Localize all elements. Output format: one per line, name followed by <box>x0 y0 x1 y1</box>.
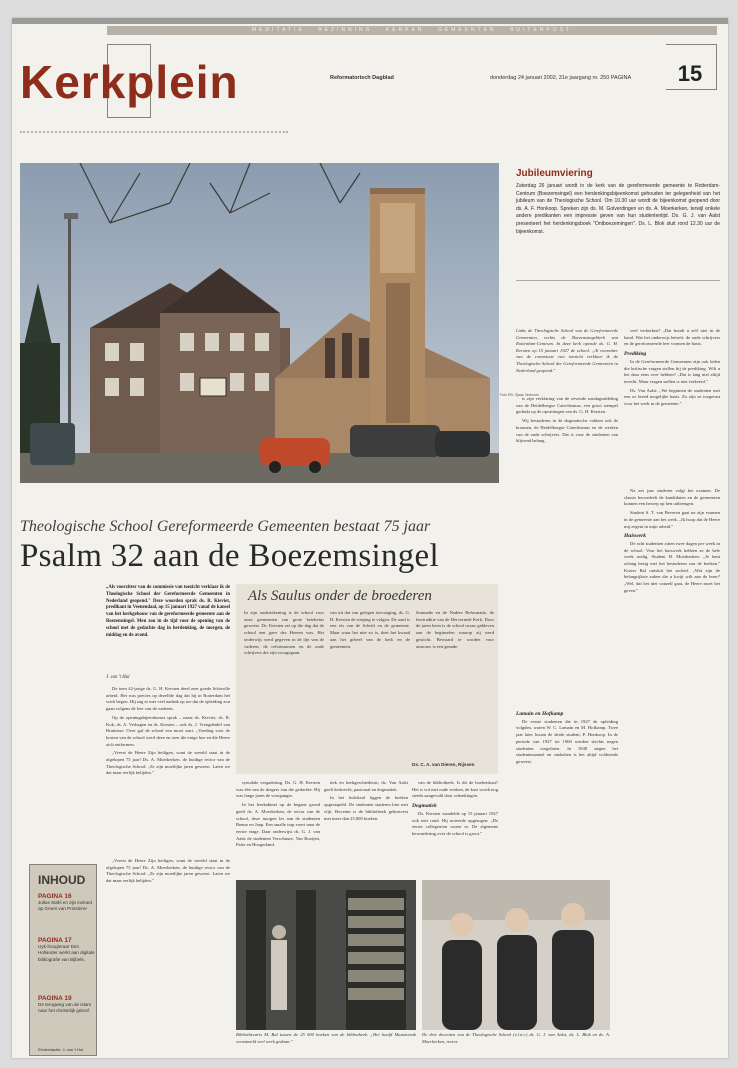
contents-text: Uyk-hoogleraar Den Hollander werkt aan digitale bibliografie van Bijbels. <box>38 944 95 962</box>
contents-item <box>38 937 96 963</box>
docents-photo <box>422 880 610 1030</box>
library-caption: Bibliothecaris M. Bal tussen de 25 000 boeken van de bibliotheek. „Het hoofd Maastreeak verzaimeld veel werk gedaan." <box>236 1032 416 1044</box>
photo-caption: Links de Theologische School van de Gereformeerde Gemeenten, rechts de Boezemsingelkerk van Rotterdam-Centrum. In deze kerk opende ds. G. H. Kersten op 15 januari 1927 de school. „Al voorzitter van de commissie van toezicht verklaar ik de Theologische School der Gereformeerde Gemeenten in Nederland geopend." <box>516 328 618 373</box>
article-kicker: Theologische School Gereformeerde Gemeenten bestaat 75 jaar <box>20 518 431 535</box>
paragraph: In het leslokaal liggen de boeken opgestapeld. De studenten studeren hier met vlijt. Bovenin is de bibliotheek gehuisvest met meer dan 25.000 boeken. <box>324 795 408 821</box>
paragraph: van de bibliotheek. Is dit de boekenkast? Het is vol met oude werken, de kast wordt nog steeds aangevuld door schenkingen. <box>412 780 498 799</box>
paragraph: De toen 42-jarige ds. G. H. Kersten deed zeer goede lichtvolle arbeid. Het was precies op dezelfde dag dat hij in Rotterdam het werk begon. Hij zag er met veel nadruk op toe dat de opleiding zou gaan volgens de leer van de vaderen. <box>106 686 230 712</box>
contents-title: INHOUD <box>38 873 86 887</box>
quote-col-3: Sonnadte en de Nadere Reformatie, de leertraditie van de Hervormde Kerk. Door de jaren heen is de school trouw gebleven aan de beginselen waarop zij werd gesticht. Bewaard te worden voor ontrouw is een genade. <box>416 610 494 649</box>
sidebar-divider <box>516 280 720 281</box>
paragraph: Ds. Kersten wandelde op 15 januari 1927 ook niet rond. Hij noteerde opgetogen: „De eerste collegeuren waren er. De algemene bewondering over de school is groot." <box>412 810 498 836</box>
dotted-divider <box>20 131 288 133</box>
paragraph: „Vreest de Heere Zijn heiligen, want de wereld staat in de afgelopen 75 jaar! Ds. A. Moerkerken, de huidige rector van de Theologische School: „Er zijn moeilijke jaren geweest. Laten we dat maar eerlijk belijden." <box>106 750 230 776</box>
article-col-6 <box>624 328 720 478</box>
paragraph: veel verkerken? „Dat houdt u zelf niet in de hand. Wat het onderwijs betreft: de oude schrijvers en de gereformeerde leer vormen de basis. <box>624 328 720 347</box>
article-col-1b <box>106 858 230 1048</box>
contents-text: Jullus Stahl en zijn invloed op Groen van Prinsterer <box>38 900 92 912</box>
paragraph: De eerste studenten die in 1927 de opleiding volgden, waren W. C. Lamain en M. Hofkamp. Twee jaar later kwam de derde student, P. Honkoop. In de periode van 1927 tot 1960 werden slechts negen studenten toegelaten. In 1948 stegen het studentenaantal en sindsdien is het altijd voldoende geweest. <box>516 718 618 764</box>
sidebar-title: Jubileumviering <box>516 168 593 179</box>
paragraph: In de Gereformeerde Gemeenten zijn ook leden die kritische vragen stellen bij de prediking. Wilt u het daar eens over hebben? „Dat is lang niet altijd terecht. Maar vragen stellen is niet verkeerd." <box>624 358 720 384</box>
paragraph: „Vreest de Heere Zijn heiligen, want de wereld staat in de afgelopen 75 jaar! Ds. A. Moerkerken, de huidige rector van de Theologische School: „Er zijn moeilijke jaren geweest. Laten we dat maar eerlijk belijden." <box>106 858 230 884</box>
sidebar-text: Zaterdag 26 januari wordt in de kerk van de gereformeerde gemeente te Rotterdam-Centrum (Boezemsingel) een herdenkingsbijeenkomst gehouden ter gelegenheid van het jubileum van de Theologische School. Om 10.30 uur wordt de bijeenkomst geopend door ds. A. F. Honkoop. Spreken zijn ds. M. Golverdingen en ds. A. Moerkerken, terwijl enkele andere predikanten een impressie geven van hun studententijd. Ds. G. J. van Aalst presenteert het herdenkingsboek "Ontboezemingen". Ds. L. Blok sluit rond 12.30 uur de bijeenkomst. <box>516 183 720 235</box>
section-title: Kerkplein <box>20 56 239 108</box>
docents-photo-illustration <box>422 880 610 1030</box>
article-byline: J. van 't Hul <box>106 675 130 680</box>
contents-item <box>38 995 96 1015</box>
paragraph: Na zes jaar studeren volgt het examen. De classis beoordeelt de kandidaten en de gemeenten kunnen een beroep op hen uitbrengen. <box>624 488 720 507</box>
paragraph: Ds. Van Aalst: „We beginnen de studenten met een zo breed mogelijke basis. Zo zijn ze toegerust voor het werk in de gemeente." <box>624 387 720 407</box>
library-photo <box>236 880 416 1030</box>
article-col-4 <box>412 780 498 875</box>
paragraph: In het leerkabinet op de begane grond geeft ds. A. Moerkerken, de rector van de school, deze morgen les aan de studenten Benno en Jaap. Een smalle trap voert naar de eerste etage. Daar onderwijst ds. G. J. van Aalst de studenten Verschuure, Van Rooijen, Pater en Hoogerland. <box>236 802 320 848</box>
jubileum-sidebar <box>516 168 720 236</box>
quote-title: Als Saulus onder de broederen <box>248 588 432 604</box>
article-col-3 <box>324 780 408 875</box>
article-col-1 <box>106 686 230 856</box>
subhead-lamain: Lamain en Hofkamp <box>516 711 564 717</box>
subhead-prediking: Prediking <box>624 351 647 358</box>
contents-box <box>29 864 97 1056</box>
contents-page: PAGINA 17 <box>38 937 72 944</box>
newspaper-name: Reformatorisch Dagblad <box>330 75 394 81</box>
subhead-dogmatiek: Dogmatiek <box>412 803 437 810</box>
paragraph: Student S. T. van Beveren gaat na zijn examen in de gemeente aan het werk. „Ik hoop dat de Heere mij zegent in mijn arbeid." <box>624 510 720 529</box>
paragraph: Wij bestuderen in de dogmatische vakken ook de bronnen, de Heidelbergse Catechismus en de werken van de oude schrijvers. Dat is voor de studenten van blijvend belang. <box>516 418 618 444</box>
quote-col-2: van uit dat van gelegen toevoeging, ds. G. H. Kersten de roeping te volgen. De aard is een eis van de Schrift en de gemeente. Maar waar het niet zo is, doet het kwaad aan het geheel van de kerk en de gemeenten. <box>330 610 410 649</box>
contents-item <box>38 893 96 913</box>
article-col-5b <box>516 708 618 858</box>
contents-page: PAGINA 16 <box>38 893 72 900</box>
page-number: 15 <box>677 61 703 86</box>
contents-page: PAGINA 19 <box>38 995 72 1002</box>
main-photo-church-and-school <box>20 163 499 483</box>
paragraph: De acht studenten zitten twee dagen per week in de school. Voor het huiswerk hebben ze de hele week nodig. Student H. Moerkerken: „Je bent zolang bezig met het bestuderen van de boeken." Koster Bal ontsluit het archief. „Wat zijn de belangrijkste zaken die u kwijt wilt aan de lezer? „Wel, dat het niet vanzelf gaat, de Heere moet het geven." <box>624 540 720 593</box>
section-band: MEDITATIE · BEZINNING · KERKEN · GEMEENTEN · BUITENPOST <box>107 26 717 35</box>
newspaper-page <box>12 18 728 1058</box>
photo-credit: Foto RD, Sjaak Verboom <box>500 393 539 397</box>
article-headline: Psalm 32 aan de Boezemsingel <box>20 538 439 574</box>
article-col-7 <box>624 488 720 1048</box>
paragraph: tiek en kerkgeschiedenis; ds. Van Aalst geeft kerkrecht, pastoraal en dogmatiek. <box>324 780 408 792</box>
quote-signature: Ds. C. A. van Dieren, Rijssen <box>412 762 475 767</box>
contents-text: De terugweg van de islam naar het christelijk geloof. <box>38 1002 92 1014</box>
top-rule <box>12 18 728 24</box>
quote-col-1: In zijn ondertekening is de school voor onze gemeenten van grote betekenis geweest. Ds. Kersten zei op die dag dat de school een gave des Heeren was. Het onderwijs werd gegeven in de lijn van de vaderen, de reformatoren en de oude schrijvers die zijn voorgegaan. <box>244 610 324 656</box>
paragraph: synodale vergadering. Ds. G. H. Kersten was één van de dragers van die gedachte. Hij was lange jaren de voorganger. <box>236 780 320 799</box>
paragraph: is zijn verklaring van de zevende zondagsafdeling van de Heidelbergse Catechismus, een groot stempel gedrukt op de opvattingen van ds. G. H. Kersten. <box>516 396 618 415</box>
paragraph: Op de openingsbijeenkomst sprak – naast ds. Kieviet, ds. R. Kok, ds. A. Verhagen en ds. Kersten – ook ds. J. Vreugdenhil van Bruinisse. Over gaf de school een mooi start. „Voeding voor de kosten van de school werd deze en toen die enige hoe en die Heere zich ontfermen. <box>106 714 230 747</box>
dateline: donderdag 24 januari 2002, 31e jaargang nr. 250 PAGINA <box>490 75 632 81</box>
subhead-huiswerk: Huiswerk <box>624 533 647 540</box>
contents-footer: Eindredactie: J. van 't Hul <box>38 1047 84 1052</box>
library-photo-illustration <box>236 880 416 1030</box>
article-col-2 <box>236 780 320 875</box>
photo-illustration <box>20 163 499 483</box>
docents-caption: De drie docenten van de Theologische School (v.l.n.r.) ds. G. J. van Aalst, ds. L. Blok en ds. A. Moerkerken, rector. <box>422 1032 610 1044</box>
article-intro: „Als voorzitter van de commissie van toezicht verklaar ik de Theologische School der Gereformeerde Gemeenten in Nederland geopend." Deze woorden sprak ds. R. Kieviet, predikant in Veenendaal, op 15 januari 1927 vanaf de kansel van het kerkgebouw van de gereformeerde gemeente aan de Boezemsingel. Men zou in de tijd voor de opening van de school met de gedachte dag in herdenking, de morgen, de middag en de avond. <box>106 585 230 638</box>
